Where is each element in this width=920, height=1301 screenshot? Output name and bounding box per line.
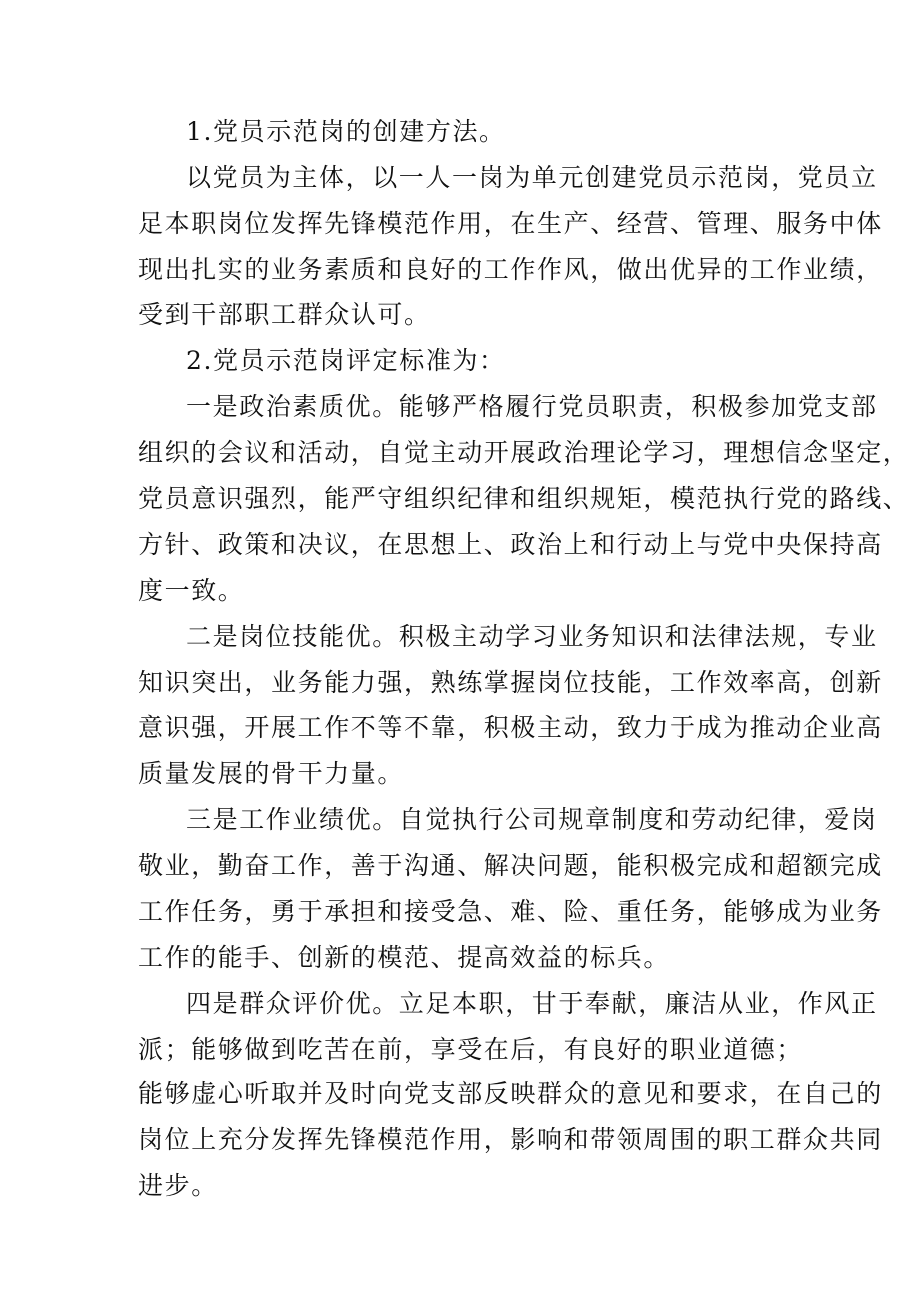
paragraph-line: 一是政治素质优。能够严格履行党员职责，积极参加党支部 [186, 392, 878, 421]
paragraph-line: 四是群众评价优。立足本职，甘于奉献，廉洁从业，作风正 [186, 989, 878, 1018]
paragraph-line: 受到干部职工群众认可。 [138, 300, 431, 329]
paragraph-line: 度一致。 [138, 576, 245, 605]
paragraph-line: 二是岗位技能优。积极主动学习业务知识和法律法规，专业 [186, 622, 878, 651]
paragraph-line: 现出扎实的业务素质和良好的工作作风，做出优异的工作业绩， [138, 255, 883, 284]
section-1-heading: 1.党员示范岗的创建方法。 [186, 117, 506, 146]
paragraph-line: 派；能够做到吃苦在前，享受在后，有良好的职业道德； [138, 1035, 804, 1064]
paragraph-line: 岗位上充分发挥先锋模范作用，影响和带领周围的职工群众共同 [138, 1125, 883, 1154]
paragraph-line: 三是工作业绩优。自觉执行公司规章制度和劳动纪律，爱岗 [186, 805, 878, 834]
paragraph-line: 组织的会议和活动，自觉主动开展政治理论学习，理想信念坚定， [138, 438, 910, 467]
paragraph-line: 知识突出，业务能力强，熟练掌握岗位技能，工作效率高，创新 [138, 668, 883, 697]
paragraph-line: 能够虚心听取并及时向党支部反映群众的意见和要求，在自己的 [138, 1079, 883, 1108]
section-2-heading: 2.党员示范岗评定标准为： [186, 346, 506, 375]
paragraph-line: 工作的能手、创新的模范、提高效益的标兵。 [138, 943, 671, 972]
paragraph-line: 工作任务，勇于承担和接受急、难、险、重任务，能够成为业务 [138, 897, 883, 926]
paragraph-line: 方针、政策和决议，在思想上、政治上和行动上与党中央保持高 [138, 530, 883, 559]
paragraph-line: 质量发展的骨干力量。 [138, 759, 405, 788]
paragraph-line: 进步。 [138, 1171, 218, 1200]
paragraph-line: 意识强，开展工作不等不靠，积极主动，致力于成为推动企业高 [138, 713, 883, 742]
paragraph-line: 党员意识强烈，能严守组织纪律和组织规矩，模范执行党的路线、 [138, 484, 910, 513]
paragraph-line: 足本职岗位发挥先锋模范作用，在生产、经营、管理、服务中体 [138, 209, 883, 238]
paragraph-line: 敬业，勤奋工作，善于沟通、解决问题，能积极完成和超额完成 [138, 851, 883, 880]
paragraph-line: 以党员为主体，以一人一岗为单元创建党员示范岗，党员立 [186, 163, 878, 192]
